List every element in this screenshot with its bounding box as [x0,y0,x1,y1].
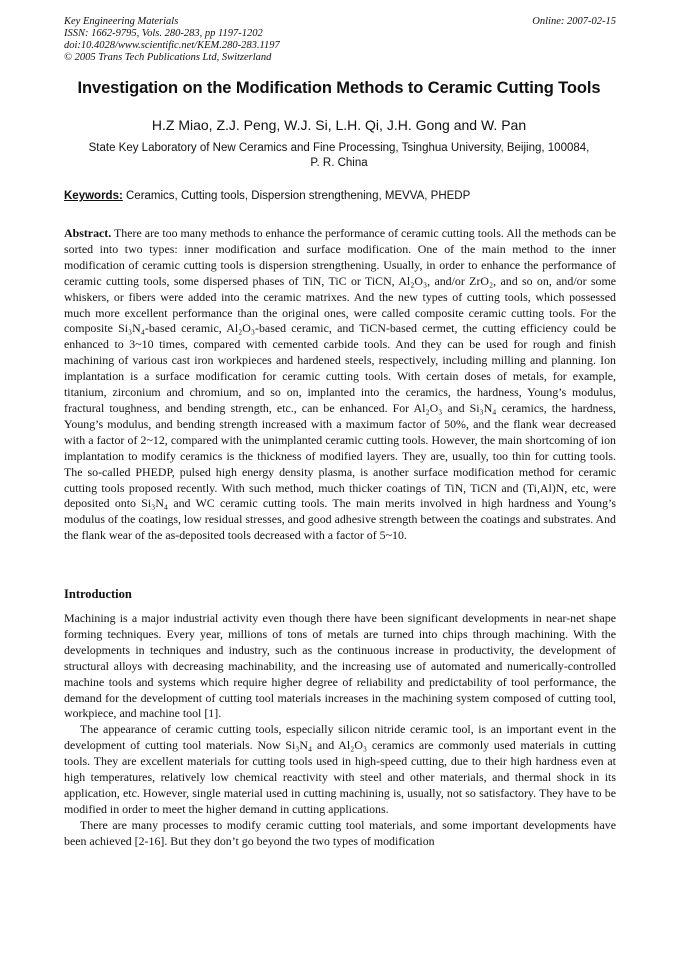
introduction-heading: Introduction [64,587,132,601]
keywords-list: Ceramics, Cutting tools, Dispersion strengthening, MEVVA, PHEDP [126,190,471,202]
abstract-label: Abstract. [64,226,112,240]
journal-name: Key Engineering Materials [64,16,179,27]
online-date: Online: 2007-02-15 [532,16,616,27]
intro-paragraph-1: Machining is a major industrial activity even though there have been significant developments in near-net shape forming techniques. Every year, millions of tons of metals are turned into chips through machining. With the developments in techniques and industry, such as the continuous increase in productivity, the development of structural alloys with decreasing machinability, and the increasing use of automated and numerically-controlled machine tools and systems which require higher degree of reliability and predictability of tool performance, the demand for the development of cutting tool materials increases in the machining system composed of cutting tool, workpiece, and machine tool [1]. [64,611,616,721]
affiliation [60,141,618,171]
doi-line[interactable]: doi:10.4028/www.scientific.net/KEM.280-283.1197 [64,40,280,51]
issn-line: ISSN: 1662-9795, Vols. 280-283, pp 1197-1202 [64,28,263,39]
keywords [64,190,620,202]
copyright-line: © 2005 Trans Tech Publications Ltd, Switzerland [64,52,272,63]
intro-paragraph-2: The appearance of ceramic cutting tools, especially silicon nitride ceramic tool, is an important event in the development of cutting tool materials. Now Si₃N₄ and Al₂O₃ ceramics are commonly used materials in cutting tools. They are excellent materials for cutting tools used in high-speed cutting, due to their high hardness even at high temperatures, relatively low chemical reactivity with steel and other materials, and thermal shock in its application, etc. However, single material used in cutting machining is, usually, not so satisfactory. They have to be modified in order to meet the higher demand in cutting applications. [64,722,616,816]
paper-title: Investigation on the Modification Methods to Ceramic Cutting Tools [77,79,601,97]
abstract-text: There are too many methods to enhance the performance of ceramic cutting tools. All the methods can be sorted into two types: inner modification and surface modification. One of the main method to the inner modification of ceramic cutting tools is dispersion strengthening. Usually, in order to enhance the performance of ceramic cutting tools, some dispersed phases of TiN, TiC or TiCN, Al₂O₃, and/or ZrO₂, and so on, and/or some whiskers, or fibers were added into the ceramic matrixes. And the new types of cutting tools, which possessed much more excellent performance than the original ones, were called composite ceramic cutting tools. For the composite Si₃N₄-based ceramic, Al₂O₃-based ceramic, and TiCN-based cermet, the cutting efficiency could be enhanced to 3~10 times, compared with cemented carbide tools. And they can be used for rough and finish machining of various cast iron workpieces and hardened steels, respectively, including milling and planning. Ion implantation is a surface modification for ceramic cutting tools. With certain doses of metals, for example, titanium, zirconium and chromium, and so on, implanted into the ceramics, the hardness, Young’s modulus, fractural toughness, and bending strength, etc., can be enhanced. For Al₂O₃ and Si₃N₄ ceramics, the hardness, Young’s modulus, and bending strength increased with a maximum factor of 50%, and the flank wear decreased with a factor of 2~12, compared with the unimplanted ceramic cutting tools. However, the main shortcoming of ion implantation to modify ceramics is the thickness of modified layers. They are, usually, too thin for cutting tools. The so-called PHEDP, pulsed high energy density plasma, is another surface modification method for ceramic cutting tools proposed recently. With such method, much thicker coatings of TiN, TiCN and (Ti,Al)N, etc, were deposited onto Si₃N₄ and WC ceramic cutting tools. The main merits involved in high hardness and Young’s modulus of the coatings, low residual stresses, and good adhesive strength between the coatings and substrates. And the flank wear of the as-deposited tools decreased with a factor of 5~10. [64,226,616,543]
keywords-label: Keywords: [64,190,123,202]
abstract [64,226,616,544]
author-list: H.Z Miao, Z.J. Peng, W.J. Si, L.H. Qi, J.H. Gong and W. Pan [151,117,527,133]
introduction-body [64,611,616,850]
affiliation-line-1: State Key Laboratory of New Ceramics and Fine Processing, Tsinghua University, Beijing, 100084, [88,142,590,154]
running-header [64,16,616,64]
intro-paragraph-3: There are many processes to modify ceramic cutting tool materials, and some important developments have been achieved [2-16]. But they don’t go beyond the two types of modification [64,817,616,848]
affiliation-line-2: P. R. China [310,157,368,169]
